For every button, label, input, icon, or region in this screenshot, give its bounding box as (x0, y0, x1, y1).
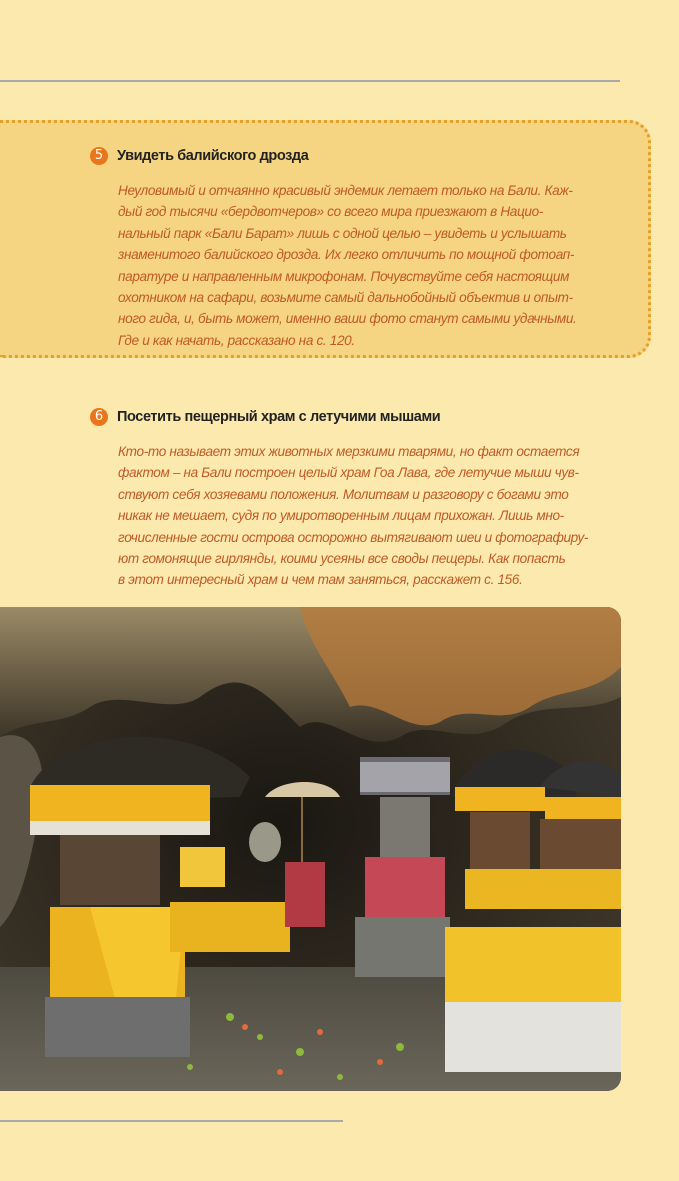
top-divider (0, 80, 620, 82)
section-5 (90, 146, 639, 351)
body-line: паратуре и направленным микрофонам. Почувствуйте себя настоящим (118, 268, 570, 284)
body-line: знаменитого балийского дрозда. Их легко отличить по мощной фотоап- (118, 247, 575, 263)
section-body (118, 180, 639, 351)
section-number-badge: 6 (90, 408, 108, 426)
section-number-badge: 5 (90, 147, 108, 165)
body-line: гочисленные гости острова осторожно вытягивают шеи и фотографиру- (118, 529, 589, 545)
cave-temple-photo (0, 607, 621, 1091)
body-line: охотником на сафари, возьмите самый дальнобойный объектив и опыт- (118, 290, 573, 306)
section-title: Посетить пещерный храм с летучими мышами (117, 409, 441, 425)
body-line: в этот интересный храм и чем там заняться, расскажет с. 156. (118, 572, 523, 588)
body-line: ного гида, и, быть может, именно ваши фото станут самыми удачными. (118, 311, 577, 327)
body-line: ют гомонящие гирлянды, коими усеяны все своды пещеры. Как попасть (118, 551, 566, 567)
body-line: Кто-то называет этих животных мерзкими тварями, но факт остается (118, 444, 580, 459)
bottom-divider (0, 1120, 343, 1122)
section-heading (90, 407, 639, 427)
body-line: нальный парк «Бали Барат» лишь с одной целью – увидеть и услышать (118, 225, 567, 241)
body-line: фактом – на Бали построен целый храм Гоа Лава, где летучие мыши чув- (118, 465, 579, 481)
section-6 (90, 407, 639, 591)
body-line: никак не мешает, судя по умиротворенным лицам прихожан. Лишь мно- (118, 508, 564, 524)
body-line: Где и как начать, рассказано на с. 120. (118, 332, 355, 348)
body-line: дый год тысячи «бердвотчеров» со всего мира приезжают в Нацио- (118, 204, 544, 220)
body-line: ствуют себя хозяевами положения. Молитвам и разговору с богами это (118, 486, 569, 502)
section-body (118, 441, 639, 591)
cave-temple-illustration (0, 607, 621, 1091)
body-line: Неуловимый и отчаянно красивый эндемик летает только на Бали. Каж- (118, 183, 573, 198)
section-heading (90, 146, 639, 166)
section-title: Увидеть балийского дрозда (117, 148, 309, 164)
